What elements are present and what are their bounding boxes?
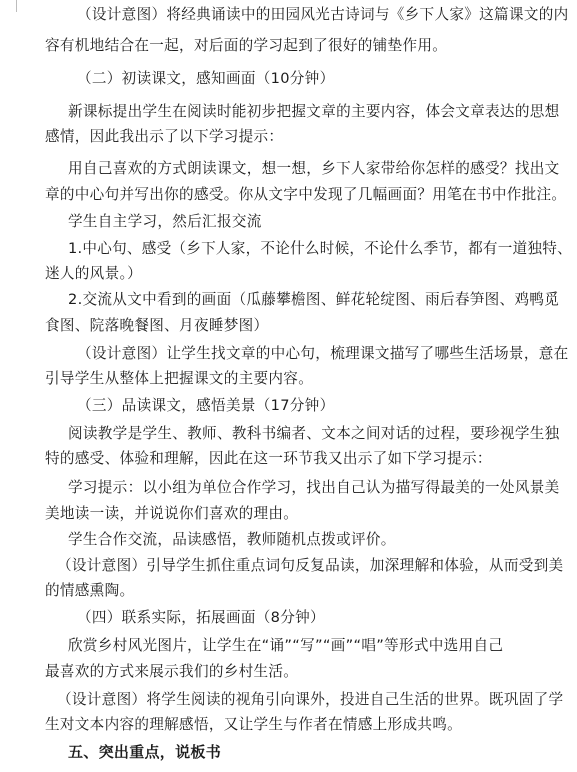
section-heading: （四）联系实际，拓展画面（8分钟）: [77, 609, 325, 626]
paragraph-line: 学生合作交流，品读感悟，教师随机点拨或评价。: [68, 531, 396, 548]
paragraph-line: 新课标提出学生在阅读时能初步把握文章的主要内容，体会文章表达的思想: [68, 103, 560, 120]
paragraph-line: 学生自主学习，然后汇报交流: [68, 213, 262, 230]
paragraph-line: 引导学生从整体上把握课文的主要内容。: [45, 370, 314, 387]
paragraph-line: 最喜欢的方式来展示我们的乡村生活。: [45, 663, 299, 680]
paragraph-line: 容有机地结合在一起，对后面的学习起到了很好的铺垫作用。: [45, 37, 448, 54]
paragraph-line: 食图、院落晚餐图、月夜睡梦图）: [45, 317, 269, 334]
paragraph-line: 欣赏乡村风光图片，让学生在“诵”“写”“画”“唱”等形式中选用自己: [68, 637, 504, 654]
paragraph-line: （设计意图）将经典诵读中的田园风光古诗词与《乡下人家》这篇课文的内: [77, 6, 569, 23]
paragraph-line: 阅读教学是学生、教师、教科书编者、文本之间对话的过程，要珍视学生独: [68, 425, 560, 442]
page-edge-marker: [16, 0, 18, 12]
paragraph-line: 生对文本内容的理解感悟，又让学生与作者在情感上形成共鸣。: [45, 716, 463, 733]
section-heading: （三）品读课文，感悟美景（17分钟）: [77, 397, 335, 414]
paragraph-line: 2.交流从文中看到的画面（瓜藤攀檐图、鲜花轮绽图、雨后春笋图、鸡鸭觅: [68, 291, 560, 308]
paragraph-line: 迷人的风景。）: [45, 265, 142, 282]
paragraph-line: （设计意图）引导学生抓住重点词句反复品读，加深理解和体验，从而受到美: [57, 557, 564, 574]
paragraph-line: 用自己喜欢的方式朗读课文，想一想，乡下人家带给你怎样的感受？找出文: [68, 160, 560, 177]
paragraph-line: （设计意图）将学生阅读的视角引向课外，投进自己生活的世界。既巩固了学: [57, 691, 564, 708]
paragraph-line: 的情感熏陶。: [45, 582, 135, 599]
paragraph-line: 章的中心句并写出你的感受。你从文字中发现了几幅画面？用笔在书中作批注。: [45, 186, 567, 203]
paragraph-line: 美地读一读，并说说你们喜欢的理由。: [45, 505, 299, 522]
paragraph-line: 1.中心句、感受（乡下人家，不论什么时候，不论什么季节，都有一道独特、: [68, 240, 572, 257]
paragraph-line: 感情，因此我出示了以下学习提示：: [45, 128, 284, 145]
paragraph-line: （设计意图）让学生找文章的中心句，梳理课文描写了哪些生活场景，意在: [77, 345, 569, 362]
section-heading: （二）初读课文，感知画面（10分钟）: [77, 70, 335, 87]
paragraph-line: 学习提示：以小组为单位合作学习，找出自己认为描写得最美的一处风景美: [68, 479, 560, 496]
paragraph-line: 特的感受、体验和理解，因此在这一环节我又出示了如下学习提示：: [45, 450, 492, 467]
chapter-heading: 五、突出重点，说板书: [68, 743, 222, 761]
